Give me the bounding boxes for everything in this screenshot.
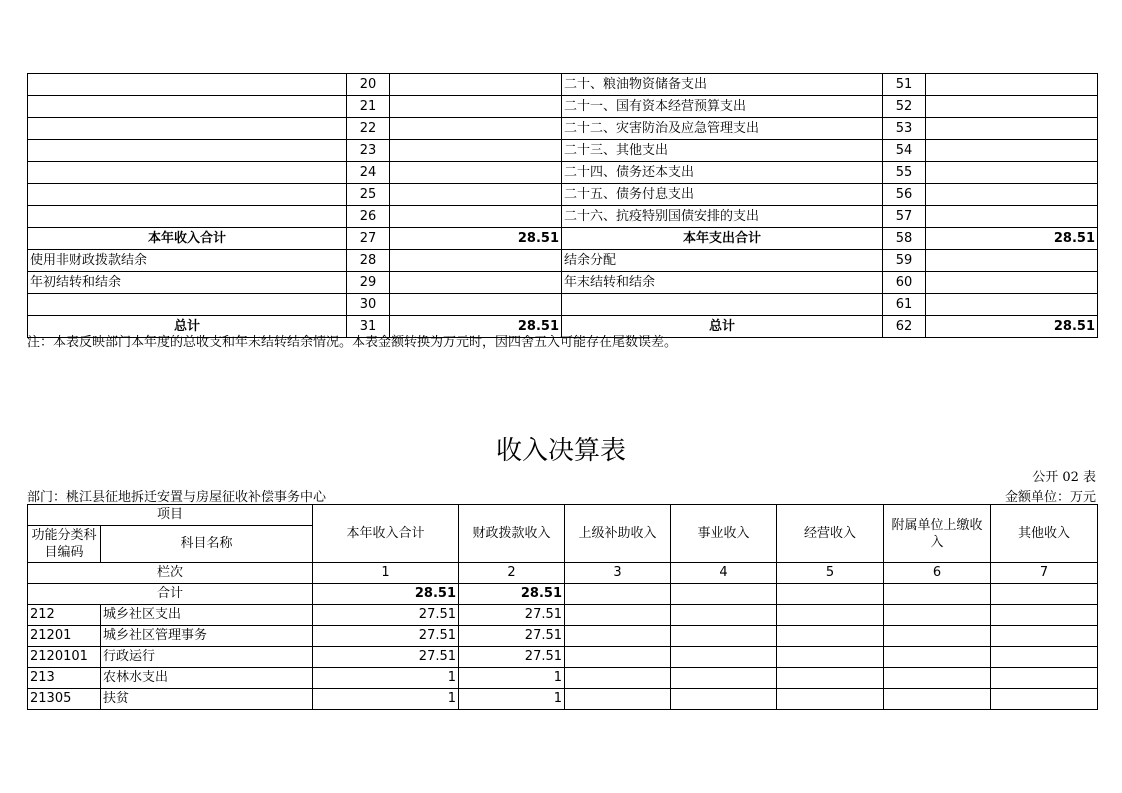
right-item-label: 二十六、抗疫特别国债安排的支出 [562, 206, 883, 228]
table-row [28, 162, 1098, 184]
total-value: 28.51 [313, 584, 459, 605]
right-item-label: 二十、粮油物资储备支出 [562, 74, 883, 96]
col-header: 其他收入 [991, 505, 1098, 563]
left-row-number: 31 [347, 316, 390, 338]
amount-cell [777, 647, 884, 668]
amount-cell [777, 689, 884, 710]
col-header: 经营收入 [777, 505, 884, 563]
right-amount: 28.51 [926, 228, 1098, 250]
amount-cell [884, 689, 991, 710]
amount-cell [991, 689, 1098, 710]
amount-cell [671, 626, 777, 647]
subject-code: 212 [28, 605, 101, 626]
amount-cell [991, 605, 1098, 626]
right-row-number: 54 [883, 140, 926, 162]
col-header: 本年收入合计 [313, 505, 459, 563]
amount-cell [565, 605, 671, 626]
col-number: 6 [884, 563, 991, 584]
amount-cell: 27.51 [313, 647, 459, 668]
table-row [28, 74, 1098, 96]
item-header: 项目 [28, 505, 313, 526]
left-amount: 28.51 [390, 316, 562, 338]
left-amount [390, 96, 562, 118]
left-item-label [28, 140, 347, 162]
left-row-number: 23 [347, 140, 390, 162]
name-header: 科目名称 [101, 526, 313, 563]
right-amount [926, 74, 1098, 96]
left-amount [390, 272, 562, 294]
subject-name: 城乡社区管理事务 [101, 626, 313, 647]
amount-cell [991, 647, 1098, 668]
amount-cell [565, 689, 671, 710]
right-item-label: 年末结转和结余 [562, 272, 883, 294]
amount-cell: 1 [313, 668, 459, 689]
amount-cell: 27.51 [459, 647, 565, 668]
table-row [28, 294, 1098, 316]
col-header: 附属单位上缴收入 [884, 505, 991, 563]
left-item-label [28, 74, 347, 96]
table-row [28, 140, 1098, 162]
amount-cell: 27.51 [313, 626, 459, 647]
amount-cell [884, 668, 991, 689]
left-item-label: 总计 [28, 316, 347, 338]
amount-cell: 1 [459, 689, 565, 710]
right-row-number: 56 [883, 184, 926, 206]
right-amount [926, 162, 1098, 184]
right-item-label: 二十三、其他支出 [562, 140, 883, 162]
left-amount [390, 74, 562, 96]
amount-cell: 1 [459, 668, 565, 689]
table-row [28, 605, 1098, 626]
amount-cell [991, 668, 1098, 689]
left-amount: 28.51 [390, 228, 562, 250]
left-amount [390, 250, 562, 272]
right-row-number: 61 [883, 294, 926, 316]
total-value [565, 584, 671, 605]
total-label: 合计 [28, 584, 313, 605]
right-amount [926, 184, 1098, 206]
total-value [777, 584, 884, 605]
amount-cell [884, 647, 991, 668]
right-item-label [562, 294, 883, 316]
left-item-label [28, 96, 347, 118]
table-row [28, 668, 1098, 689]
code-header: 功能分类科目编码 [28, 526, 101, 563]
total-value [991, 584, 1098, 605]
left-item-label [28, 206, 347, 228]
right-row-number: 59 [883, 250, 926, 272]
amount-cell [565, 668, 671, 689]
left-amount [390, 118, 562, 140]
amount-cell [777, 605, 884, 626]
left-item-label [28, 294, 347, 316]
right-amount [926, 272, 1098, 294]
income-statement-table [27, 504, 1098, 710]
table-row [28, 184, 1098, 206]
subject-name: 农林水支出 [101, 668, 313, 689]
left-row-number: 21 [347, 96, 390, 118]
right-item-label: 二十五、债务付息支出 [562, 184, 883, 206]
total-value [671, 584, 777, 605]
subject-code: 213 [28, 668, 101, 689]
table-row [28, 647, 1098, 668]
table-row [28, 250, 1098, 272]
subject-code: 21201 [28, 626, 101, 647]
col-number: 7 [991, 563, 1098, 584]
left-amount [390, 206, 562, 228]
amount-cell [671, 689, 777, 710]
left-row-number: 28 [347, 250, 390, 272]
right-item-label: 总计 [562, 316, 883, 338]
form-id: 公开 02 表 [1032, 470, 1096, 485]
amount-cell [991, 626, 1098, 647]
subject-name: 城乡社区支出 [101, 605, 313, 626]
left-item-label: 年初结转和结余 [28, 272, 347, 294]
left-row-number: 26 [347, 206, 390, 228]
col-header: 财政拨款收入 [459, 505, 565, 563]
right-amount: 28.51 [926, 316, 1098, 338]
left-item-label: 使用非财政拨款结余 [28, 250, 347, 272]
right-item-label: 二十四、债务还本支出 [562, 162, 883, 184]
subject-code: 21305 [28, 689, 101, 710]
table-row [28, 118, 1098, 140]
col-number: 4 [671, 563, 777, 584]
amount-cell: 27.51 [459, 626, 565, 647]
left-amount [390, 140, 562, 162]
amount-cell [671, 668, 777, 689]
amount-cell [777, 668, 884, 689]
left-row-number: 30 [347, 294, 390, 316]
total-value [884, 584, 991, 605]
right-row-number: 60 [883, 272, 926, 294]
table-row [28, 206, 1098, 228]
col-number: 1 [313, 563, 459, 584]
amount-cell: 27.51 [459, 605, 565, 626]
subject-name: 行政运行 [101, 647, 313, 668]
amount-cell [884, 626, 991, 647]
left-item-label [28, 184, 347, 206]
amount-cell [671, 647, 777, 668]
subject-name: 扶贫 [101, 689, 313, 710]
col-header: 上级补助收入 [565, 505, 671, 563]
amount-cell [565, 626, 671, 647]
right-item-label: 二十二、灾害防治及应急管理支出 [562, 118, 883, 140]
right-amount [926, 250, 1098, 272]
amount-cell: 27.51 [313, 605, 459, 626]
left-item-label [28, 118, 347, 140]
table-row [28, 96, 1098, 118]
left-item-label [28, 162, 347, 184]
table-row [28, 626, 1098, 647]
col-number-label: 栏次 [28, 563, 313, 584]
right-amount [926, 294, 1098, 316]
table-row [28, 272, 1098, 294]
left-row-number: 25 [347, 184, 390, 206]
table-row [28, 228, 1098, 250]
page-title: 收入决算表 [495, 436, 626, 466]
table-row [28, 689, 1098, 710]
right-row-number: 58 [883, 228, 926, 250]
right-item-label: 结余分配 [562, 250, 883, 272]
amount-cell: 1 [313, 689, 459, 710]
amount-cell [777, 626, 884, 647]
left-row-number: 29 [347, 272, 390, 294]
left-amount [390, 294, 562, 316]
left-amount [390, 184, 562, 206]
amount-unit-label: 金额单位：万元 [1004, 490, 1096, 505]
right-row-number: 62 [883, 316, 926, 338]
col-number: 3 [565, 563, 671, 584]
left-item-label: 本年收入合计 [28, 228, 347, 250]
table-note: 注：本表反映部门本年度的总收支和年末结转结余情况。本表金额转换为万元时，因四舍五入可能存在尾数误差。 [27, 335, 678, 350]
right-row-number: 52 [883, 96, 926, 118]
right-amount [926, 140, 1098, 162]
col-number: 5 [777, 563, 884, 584]
right-row-number: 55 [883, 162, 926, 184]
left-row-number: 27 [347, 228, 390, 250]
right-item-label: 本年支出合计 [562, 228, 883, 250]
left-amount [390, 162, 562, 184]
right-row-number: 57 [883, 206, 926, 228]
amount-cell [671, 605, 777, 626]
col-header: 事业收入 [671, 505, 777, 563]
left-row-number: 20 [347, 74, 390, 96]
amount-cell [884, 605, 991, 626]
total-value: 28.51 [459, 584, 565, 605]
subject-code: 2120101 [28, 647, 101, 668]
right-amount [926, 118, 1098, 140]
right-row-number: 51 [883, 74, 926, 96]
income-expenditure-table [27, 73, 1098, 338]
left-row-number: 24 [347, 162, 390, 184]
right-amount [926, 206, 1098, 228]
department-label: 部门：桃江县征地拆迁安置与房屋征收补偿事务中心 [27, 490, 327, 505]
col-number: 2 [459, 563, 565, 584]
left-row-number: 22 [347, 118, 390, 140]
right-amount [926, 96, 1098, 118]
right-item-label: 二十一、国有资本经营预算支出 [562, 96, 883, 118]
right-row-number: 53 [883, 118, 926, 140]
amount-cell [565, 647, 671, 668]
